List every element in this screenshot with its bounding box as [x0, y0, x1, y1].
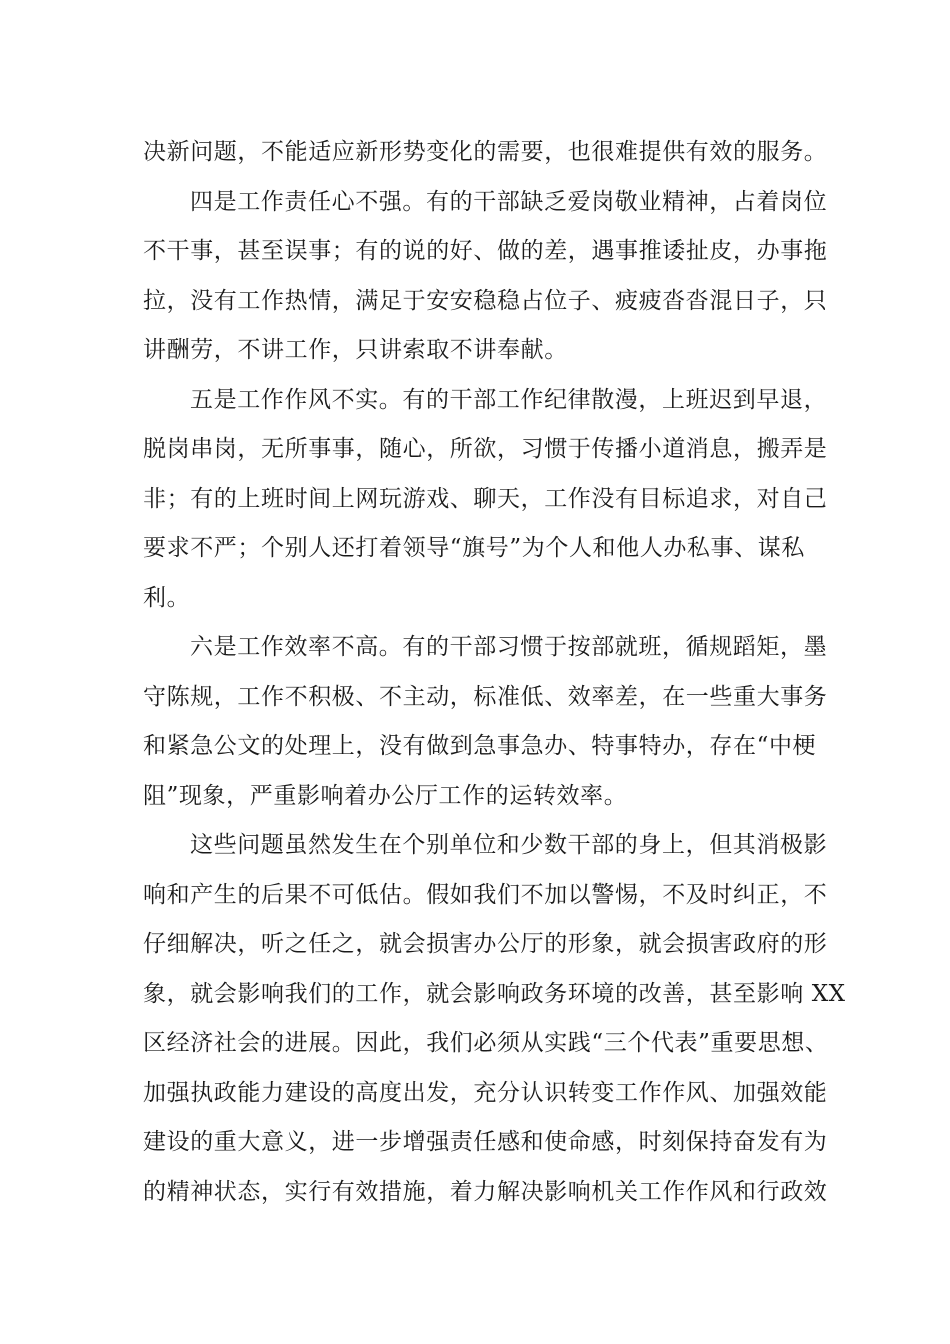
- paragraph-first-line: 六是工作效率不高。有的干部习惯于按部就班，循规蹈矩，墨: [190, 634, 828, 660]
- text-line: 区经济社会的进展。因此，我们必须从实践“三个代表”重要思想、: [143, 1030, 829, 1056]
- text-line: 守陈规，工作不积极、不主动，标准低、效率差，在一些重大事务: [143, 683, 828, 710]
- text-line: 非；有的上班时间上网玩游戏、聊天，工作没有目标追求，对自己: [143, 485, 828, 512]
- text-line: 阻”现象，严重影响着办公厅工作的运转效率。: [143, 782, 628, 809]
- text-line: 讲酬劳，不讲工作，只讲索取不讲奉献。: [143, 337, 568, 363]
- text-line: 决新问题，不能适应新形势变化的需要，也很难提供有效的服务。: [143, 139, 828, 165]
- text-line: 和紧急公文的处理上，没有做到急事急办、特事特办，存在“中梗: [143, 733, 817, 759]
- text-line: 加强执政能力建设的高度出发，充分认识转变工作作风、加强效能: [143, 1079, 828, 1106]
- text-line: 的精神状态，实行有效措施，着力解决影响机关工作作风和行政效: [143, 1178, 828, 1205]
- text-line: 要求不严；个别人还打着领导“旗号”为个人和他人办私事、谋私: [143, 535, 805, 561]
- text-line: 象，就会影响我们的工作，就会影响政务环境的改善，甚至影响 XX: [143, 980, 846, 1007]
- text-line: 响和产生的后果不可低估。假如我们不加以警惕，不及时纠正，不: [143, 881, 828, 908]
- text-line: 拉，没有工作热情，满足于安安稳稳占位子、疲疲沓沓混日子，只: [143, 287, 828, 314]
- paragraph-first-line: 五是工作作风不实。有的干部工作纪律散漫，上班迟到早退，: [190, 386, 828, 413]
- text-line: 建设的重大意义，进一步增强责任感和使命感，时刻保持奋发有为: [143, 1129, 828, 1155]
- paragraph-first-line: 四是工作责任心不强。有的干部缺乏爱岗敬业精神，占着岗位: [190, 188, 828, 215]
- paragraph-first-line: 这些问题虽然发生在个别单位和少数干部的身上，但其消极影: [190, 832, 828, 858]
- text-line: 利。: [143, 584, 191, 611]
- text-line: 脱岗串岗，无所事事，随心，所欲，习惯于传播小道消息，搬弄是: [143, 436, 828, 462]
- text-line: 仔细解决，听之任之，就会损害办公厅的形象，就会损害政府的形: [143, 931, 828, 957]
- document-body: [143, 128, 846, 1217]
- text-line: 不干事，甚至误事；有的说的好、做的差，遇事推诿扯皮，办事拖: [143, 238, 828, 264]
